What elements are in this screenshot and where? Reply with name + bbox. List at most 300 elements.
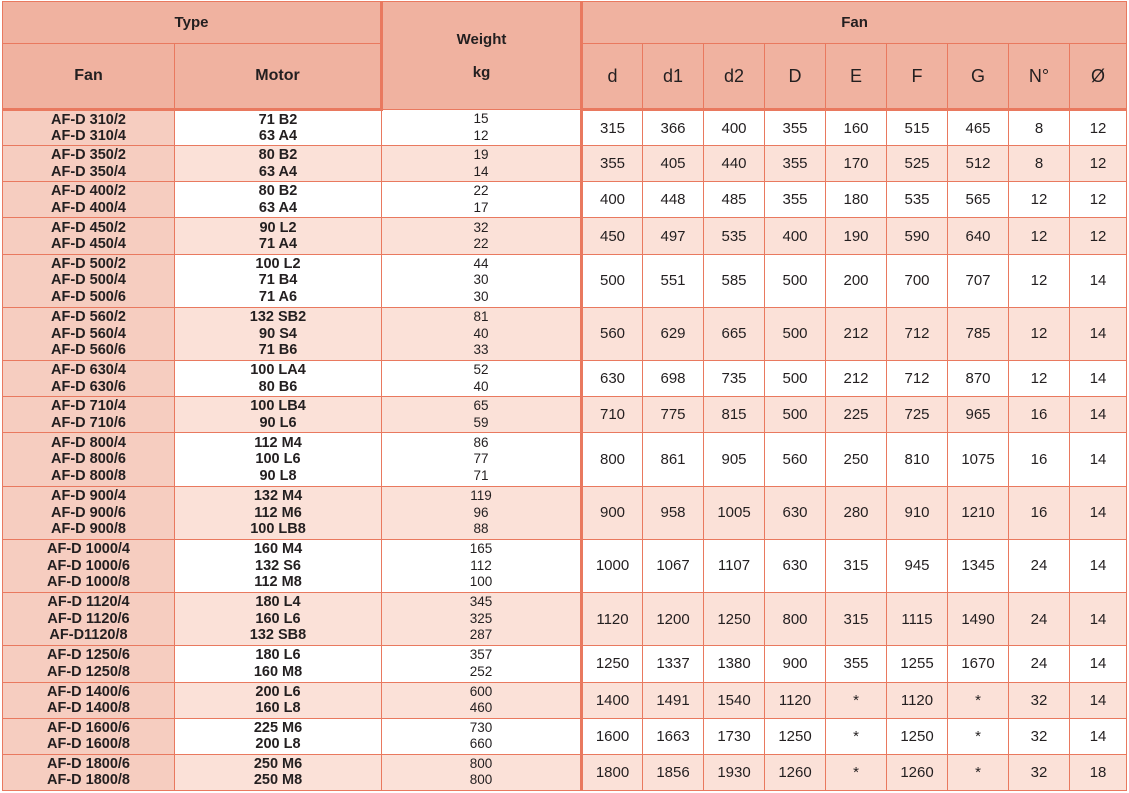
table-header — [3, 2, 1127, 110]
weight-cell-line: 17 — [473, 199, 489, 215]
dim-cell-E: 212 — [826, 361, 887, 397]
dim-header-D: D — [765, 44, 826, 110]
fan-model-cell-line: AF-D 560/2 — [51, 309, 126, 326]
dim-cell-F: 910 — [887, 486, 948, 539]
dim-cell-d1: 698 — [643, 361, 704, 397]
table-row — [3, 682, 1127, 718]
dim-cell-F: 945 — [887, 539, 948, 592]
dim-cell-d2: 1730 — [704, 718, 765, 754]
dim-cell-holes: 32 — [1009, 682, 1070, 718]
motor-cell-line: 160 L8 — [255, 700, 301, 717]
fan-model-cell — [3, 593, 175, 646]
motor-cell — [175, 718, 382, 754]
fan-model-cell-line: AF-D 1800/6 — [46, 755, 130, 772]
weight-cell-line: 86 — [473, 434, 489, 450]
weight-cell-line: 12 — [473, 127, 489, 143]
dim-header-G: G — [948, 44, 1009, 110]
dim-cell-holes: 8 — [1009, 146, 1070, 182]
header-row-top — [3, 2, 1127, 44]
weight-cell-line: 33 — [473, 342, 489, 358]
dim-cell-D: 900 — [765, 646, 826, 682]
motor-cell-line: 250 M8 — [253, 772, 303, 789]
dim-cell-G: * — [948, 682, 1009, 718]
motor-cell — [175, 646, 382, 682]
type-group-header: Type — [3, 2, 382, 44]
table-row — [3, 361, 1127, 397]
dim-cell-F: 525 — [887, 146, 948, 182]
weight-cell — [382, 397, 582, 433]
motor-cell-line: 80 B2 — [258, 147, 298, 164]
weight-cell — [382, 486, 582, 539]
weight-unit: kg — [472, 63, 491, 81]
motor-cell — [175, 254, 382, 307]
dim-cell-d2: 1930 — [704, 754, 765, 790]
motor-cell-line: 80 B6 — [258, 378, 298, 395]
dim-cell-diameter: 14 — [1070, 254, 1127, 307]
weight-cell-line: 81 — [473, 309, 489, 325]
dim-cell-d: 400 — [582, 182, 643, 218]
dim-cell-d: 1120 — [582, 593, 643, 646]
dim-cell-D: 1120 — [765, 682, 826, 718]
dim-cell-d2: 665 — [704, 307, 765, 360]
fan-model-cell — [3, 486, 175, 539]
weight-label: Weight — [456, 30, 507, 48]
motor-cell-line: 250 M6 — [253, 755, 303, 772]
motor-cell-line: 132 SB8 — [249, 627, 307, 644]
dim-cell-d: 800 — [582, 433, 643, 486]
dim-cell-d: 1800 — [582, 754, 643, 790]
dim-cell-G: * — [948, 718, 1009, 754]
fan-model-cell-line: AF-D 1000/6 — [46, 557, 130, 574]
fan-model-cell-line: AF-D 1400/8 — [46, 700, 130, 717]
dim-cell-G: 1670 — [948, 646, 1009, 682]
motor-cell-line: 90 L6 — [259, 414, 297, 431]
dim-cell-d2: 815 — [704, 397, 765, 433]
dim-cell-D: 355 — [765, 146, 826, 182]
dim-cell-D: 1250 — [765, 718, 826, 754]
dim-cell-E: 190 — [826, 218, 887, 254]
dim-cell-d1: 861 — [643, 433, 704, 486]
weight-cell-line: 59 — [473, 414, 489, 430]
weight-header — [382, 2, 582, 110]
dim-cell-d: 630 — [582, 361, 643, 397]
motor-cell-line: 100 LB4 — [250, 398, 306, 415]
dim-cell-D: 800 — [765, 593, 826, 646]
dim-cell-E: * — [826, 754, 887, 790]
dim-cell-E: 225 — [826, 397, 887, 433]
dim-cell-diameter: 14 — [1070, 397, 1127, 433]
dim-cell-d2: 1005 — [704, 486, 765, 539]
dim-cell-holes: 12 — [1009, 361, 1070, 397]
dim-cell-d1: 448 — [643, 182, 704, 218]
fan-model-cell-line: AF-D 450/4 — [51, 236, 126, 253]
motor-cell-line: 112 M6 — [254, 504, 302, 521]
dim-cell-d1: 1067 — [643, 539, 704, 592]
fan-model-cell-line: AF-D 900/4 — [51, 488, 126, 504]
dim-cell-holes: 12 — [1009, 182, 1070, 218]
dim-header-d2: d2 — [704, 44, 765, 110]
motor-cell-line: 71 B6 — [258, 342, 298, 359]
fan-model-cell-line: AF-D 1000/8 — [46, 574, 130, 591]
fan-model-cell-line: AF-D 800/4 — [51, 434, 126, 451]
weight-cell-line: 52 — [473, 362, 489, 378]
motor-cell-line: 112 M8 — [254, 574, 302, 591]
dim-cell-D: 500 — [765, 397, 826, 433]
weight-cell-line: 325 — [469, 610, 493, 626]
dim-header-d1: d1 — [643, 44, 704, 110]
motor-cell-line: 71 A6 — [258, 288, 298, 305]
dim-cell-D: 560 — [765, 433, 826, 486]
dim-cell-diameter: 18 — [1070, 754, 1127, 790]
fan-model-cell — [3, 433, 175, 486]
dim-header-F: F — [887, 44, 948, 110]
table-row — [3, 146, 1127, 182]
table-row — [3, 397, 1127, 433]
dim-cell-G: * — [948, 754, 1009, 790]
weight-cell-line: 460 — [469, 700, 493, 716]
dim-cell-holes: 24 — [1009, 646, 1070, 682]
motor-cell-line: 80 B2 — [258, 183, 298, 200]
dim-cell-F: 590 — [887, 218, 948, 254]
dim-cell-E: 315 — [826, 539, 887, 592]
dim-header-E: E — [826, 44, 887, 110]
dim-cell-holes: 16 — [1009, 433, 1070, 486]
dim-cell-F: 712 — [887, 361, 948, 397]
dim-cell-d1: 958 — [643, 486, 704, 539]
dim-cell-E: 212 — [826, 307, 887, 360]
fan-model-cell — [3, 254, 175, 307]
fan-model-cell-line: AF-D 710/4 — [51, 398, 126, 415]
table-row — [3, 646, 1127, 682]
weight-cell-line: 40 — [473, 378, 489, 394]
motor-cell-line: 160 M4 — [253, 541, 303, 558]
motor-cell-line: 180 L4 — [255, 594, 301, 611]
motor-cell-line: 100 LA4 — [250, 362, 306, 379]
dim-cell-d: 315 — [582, 110, 643, 146]
fan-column-header: Fan — [3, 44, 175, 110]
dim-cell-d2: 1380 — [704, 646, 765, 682]
weight-cell — [382, 593, 582, 646]
fan-model-cell-line: AF-D 500/4 — [51, 272, 126, 289]
dim-cell-G: 965 — [948, 397, 1009, 433]
motor-cell-line: 100 L6 — [255, 451, 301, 468]
dim-cell-F: 712 — [887, 307, 948, 360]
weight-cell-line: 88 — [473, 521, 489, 536]
dim-cell-d1: 629 — [643, 307, 704, 360]
dim-cell-d2: 585 — [704, 254, 765, 307]
weight-cell-line: 600 — [469, 683, 493, 699]
dim-cell-D: 400 — [765, 218, 826, 254]
weight-cell — [382, 433, 582, 486]
dim-cell-D: 500 — [765, 254, 826, 307]
dim-cell-diameter: 14 — [1070, 718, 1127, 754]
fan-model-cell-line: AF-D 1400/6 — [46, 683, 130, 700]
dim-header-diameter: Ø — [1070, 44, 1127, 110]
dim-cell-E: 200 — [826, 254, 887, 307]
motor-cell-line: 132 SB2 — [249, 309, 307, 326]
fan-model-cell — [3, 182, 175, 218]
dim-cell-E: 280 — [826, 486, 887, 539]
dim-cell-G: 1210 — [948, 486, 1009, 539]
dim-cell-G: 512 — [948, 146, 1009, 182]
dim-cell-d: 710 — [582, 397, 643, 433]
dim-header-holes: N° — [1009, 44, 1070, 110]
dim-cell-holes: 24 — [1009, 539, 1070, 592]
motor-cell-line: 90 L8 — [259, 467, 297, 484]
dim-cell-D: 1260 — [765, 754, 826, 790]
dim-cell-D: 630 — [765, 539, 826, 592]
fan-model-cell — [3, 307, 175, 360]
dim-cell-d2: 905 — [704, 433, 765, 486]
dim-cell-d: 1000 — [582, 539, 643, 592]
weight-cell-line: 287 — [469, 627, 493, 643]
dim-cell-d1: 1491 — [643, 682, 704, 718]
motor-cell — [175, 307, 382, 360]
weight-cell-line: 165 — [469, 541, 493, 557]
dim-cell-F: 515 — [887, 110, 948, 146]
dim-cell-E: 315 — [826, 593, 887, 646]
dim-cell-F: 1260 — [887, 754, 948, 790]
weight-cell-line: 96 — [473, 504, 489, 520]
fan-model-cell-line: AF-D 1120/4 — [47, 594, 130, 611]
dim-cell-E: 355 — [826, 646, 887, 682]
weight-cell — [382, 718, 582, 754]
motor-cell — [175, 682, 382, 718]
dim-cell-F: 700 — [887, 254, 948, 307]
table-row — [3, 307, 1127, 360]
fan-model-cell-line: AF-D 450/2 — [51, 219, 126, 236]
dim-cell-G: 640 — [948, 218, 1009, 254]
fan-model-cell-line: AF-D 500/6 — [51, 288, 126, 305]
dim-cell-G: 1490 — [948, 593, 1009, 646]
dim-cell-E: 250 — [826, 433, 887, 486]
table-row — [3, 433, 1127, 486]
dim-cell-G: 870 — [948, 361, 1009, 397]
dim-cell-d: 1600 — [582, 718, 643, 754]
motor-cell — [175, 110, 382, 146]
fan-model-cell-line: AF-D 1600/6 — [46, 719, 130, 736]
motor-cell-line: 160 L6 — [255, 610, 301, 627]
motor-cell-line: 112 M4 — [254, 434, 302, 451]
dim-cell-d1: 405 — [643, 146, 704, 182]
fan-model-cell — [3, 110, 175, 146]
weight-cell-line: 40 — [473, 325, 489, 341]
weight-cell — [382, 682, 582, 718]
fan-model-cell-line: AF-D 630/4 — [51, 362, 126, 379]
weight-cell-line: 30 — [473, 272, 489, 288]
fan-model-cell — [3, 646, 175, 682]
fan-model-cell-line: AF-D 1120/6 — [47, 610, 130, 627]
dim-cell-G: 707 — [948, 254, 1009, 307]
dim-cell-d1: 775 — [643, 397, 704, 433]
weight-cell — [382, 182, 582, 218]
dim-cell-d1: 1856 — [643, 754, 704, 790]
fan-model-cell-line: AF-D 800/8 — [51, 467, 126, 484]
dim-cell-diameter: 12 — [1070, 110, 1127, 146]
dim-cell-d1: 366 — [643, 110, 704, 146]
weight-cell — [382, 218, 582, 254]
table-row — [3, 539, 1127, 592]
weight-cell — [382, 754, 582, 790]
dim-cell-d1: 1337 — [643, 646, 704, 682]
fan-model-cell — [3, 754, 175, 790]
table-row — [3, 754, 1127, 790]
dim-cell-d1: 497 — [643, 218, 704, 254]
dim-cell-d2: 485 — [704, 182, 765, 218]
weight-cell — [382, 146, 582, 182]
dim-header-d: d — [582, 44, 643, 110]
table-row — [3, 486, 1127, 539]
dim-cell-D: 630 — [765, 486, 826, 539]
weight-cell-line: 71 — [473, 467, 489, 483]
weight-cell-line: 357 — [469, 647, 493, 663]
fan-model-cell-line: AF-D 900/6 — [51, 504, 126, 521]
fan-model-cell — [3, 361, 175, 397]
dim-cell-G: 785 — [948, 307, 1009, 360]
dim-cell-d: 900 — [582, 486, 643, 539]
fan-spec-table — [2, 1, 1127, 791]
dim-cell-F: 1120 — [887, 682, 948, 718]
dim-cell-E: 160 — [826, 110, 887, 146]
dim-cell-E: * — [826, 682, 887, 718]
fan-model-cell-line: AF-D1120/8 — [49, 627, 128, 644]
motor-cell-line: 160 M8 — [253, 663, 303, 680]
weight-cell — [382, 539, 582, 592]
weight-cell — [382, 361, 582, 397]
dim-cell-holes: 12 — [1009, 218, 1070, 254]
dim-cell-diameter: 14 — [1070, 486, 1127, 539]
fan-model-cell-line: AF-D 400/2 — [51, 183, 126, 200]
motor-cell-line: 63 A4 — [258, 163, 298, 180]
weight-cell-line: 345 — [469, 594, 493, 610]
dim-cell-F: 535 — [887, 182, 948, 218]
dim-cell-d2: 1250 — [704, 593, 765, 646]
dim-cell-G: 1075 — [948, 433, 1009, 486]
dim-cell-d: 450 — [582, 218, 643, 254]
motor-cell-line: 180 L6 — [255, 647, 301, 664]
motor-cell-line: 132 M4 — [253, 488, 303, 504]
dim-cell-G: 465 — [948, 110, 1009, 146]
weight-cell — [382, 307, 582, 360]
fan-model-cell-line: AF-D 560/6 — [51, 342, 126, 359]
dim-cell-F: 1115 — [887, 593, 948, 646]
weight-cell-line: 19 — [473, 147, 489, 163]
dim-cell-holes: 16 — [1009, 486, 1070, 539]
weight-cell-line: 730 — [469, 719, 493, 735]
weight-cell-line: 100 — [469, 574, 493, 590]
table-row — [3, 110, 1127, 146]
motor-cell — [175, 218, 382, 254]
fan-model-cell — [3, 718, 175, 754]
fan-model-cell — [3, 682, 175, 718]
dim-cell-diameter: 12 — [1070, 146, 1127, 182]
dim-cell-D: 355 — [765, 110, 826, 146]
motor-cell-line: 71 B2 — [258, 111, 298, 128]
table-row — [3, 718, 1127, 754]
motor-cell-line: 200 L8 — [255, 736, 301, 753]
dim-cell-D: 355 — [765, 182, 826, 218]
weight-cell-line: 112 — [470, 557, 492, 573]
dim-cell-F: 725 — [887, 397, 948, 433]
motor-cell — [175, 397, 382, 433]
dim-cell-d: 355 — [582, 146, 643, 182]
fan-model-cell-line: AF-D 400/4 — [51, 199, 126, 216]
weight-cell-line: 32 — [473, 219, 489, 235]
dim-cell-d2: 440 — [704, 146, 765, 182]
fan-model-cell-line: AF-D 1600/8 — [46, 736, 130, 753]
dim-cell-G: 1345 — [948, 539, 1009, 592]
dim-cell-F: 1255 — [887, 646, 948, 682]
weight-cell-line: 77 — [473, 451, 489, 467]
dim-cell-holes: 32 — [1009, 718, 1070, 754]
fan-model-cell-line: AF-D 350/2 — [51, 147, 126, 164]
fan-model-cell-line: AF-D 310/2 — [51, 111, 126, 128]
fan-model-cell-line: AF-D 800/6 — [51, 451, 126, 468]
weight-cell-line: 44 — [473, 255, 489, 271]
fan-model-cell — [3, 146, 175, 182]
fan-model-cell-line: AF-D 350/4 — [51, 163, 126, 180]
dim-cell-G: 565 — [948, 182, 1009, 218]
dim-cell-d: 500 — [582, 254, 643, 307]
motor-cell-line: 63 A4 — [258, 128, 298, 145]
fan-model-cell-line: AF-D 1800/8 — [46, 772, 130, 789]
weight-cell-line: 30 — [473, 288, 489, 304]
dim-cell-F: 1250 — [887, 718, 948, 754]
motor-cell — [175, 754, 382, 790]
dim-cell-diameter: 14 — [1070, 433, 1127, 486]
dim-cell-D: 500 — [765, 361, 826, 397]
fan-group-header: Fan — [582, 2, 1127, 44]
motor-cell — [175, 539, 382, 592]
dim-cell-holes: 8 — [1009, 110, 1070, 146]
motor-cell-line: 100 L2 — [255, 255, 301, 272]
dim-cell-E: * — [826, 718, 887, 754]
weight-cell — [382, 110, 582, 146]
fan-model-cell — [3, 539, 175, 592]
dim-cell-E: 180 — [826, 182, 887, 218]
weight-cell-line: 800 — [469, 772, 493, 788]
weight-cell-line: 22 — [473, 236, 489, 252]
table-row — [3, 593, 1127, 646]
fan-model-cell-line: AF-D 630/6 — [51, 378, 126, 395]
dim-cell-d1: 1663 — [643, 718, 704, 754]
motor-cell-line: 90 S4 — [259, 325, 297, 342]
weight-cell-line: 15 — [473, 111, 489, 127]
fan-model-cell-line: AF-D 310/4 — [51, 128, 126, 145]
weight-cell-line: 800 — [469, 755, 493, 771]
dim-cell-diameter: 12 — [1070, 218, 1127, 254]
weight-cell-line: 14 — [473, 163, 489, 179]
weight-cell — [382, 646, 582, 682]
weight-cell-line: 65 — [473, 398, 489, 414]
motor-column-header: Motor — [175, 44, 382, 110]
dim-cell-diameter: 14 — [1070, 307, 1127, 360]
dim-cell-E: 170 — [826, 146, 887, 182]
table-row — [3, 218, 1127, 254]
dim-cell-d: 560 — [582, 307, 643, 360]
fan-model-cell-line: AF-D 1250/8 — [46, 663, 130, 680]
dim-cell-diameter: 14 — [1070, 539, 1127, 592]
fan-model-cell-line: AF-D 560/4 — [51, 325, 126, 342]
weight-cell-line: 660 — [469, 736, 493, 752]
motor-cell — [175, 593, 382, 646]
weight-cell-line: 22 — [473, 183, 489, 199]
motor-cell-line: 63 A4 — [258, 199, 298, 216]
motor-cell — [175, 361, 382, 397]
fan-model-cell-line: AF-D 710/6 — [51, 414, 126, 431]
motor-cell-line: 225 M6 — [253, 719, 303, 736]
motor-cell — [175, 433, 382, 486]
